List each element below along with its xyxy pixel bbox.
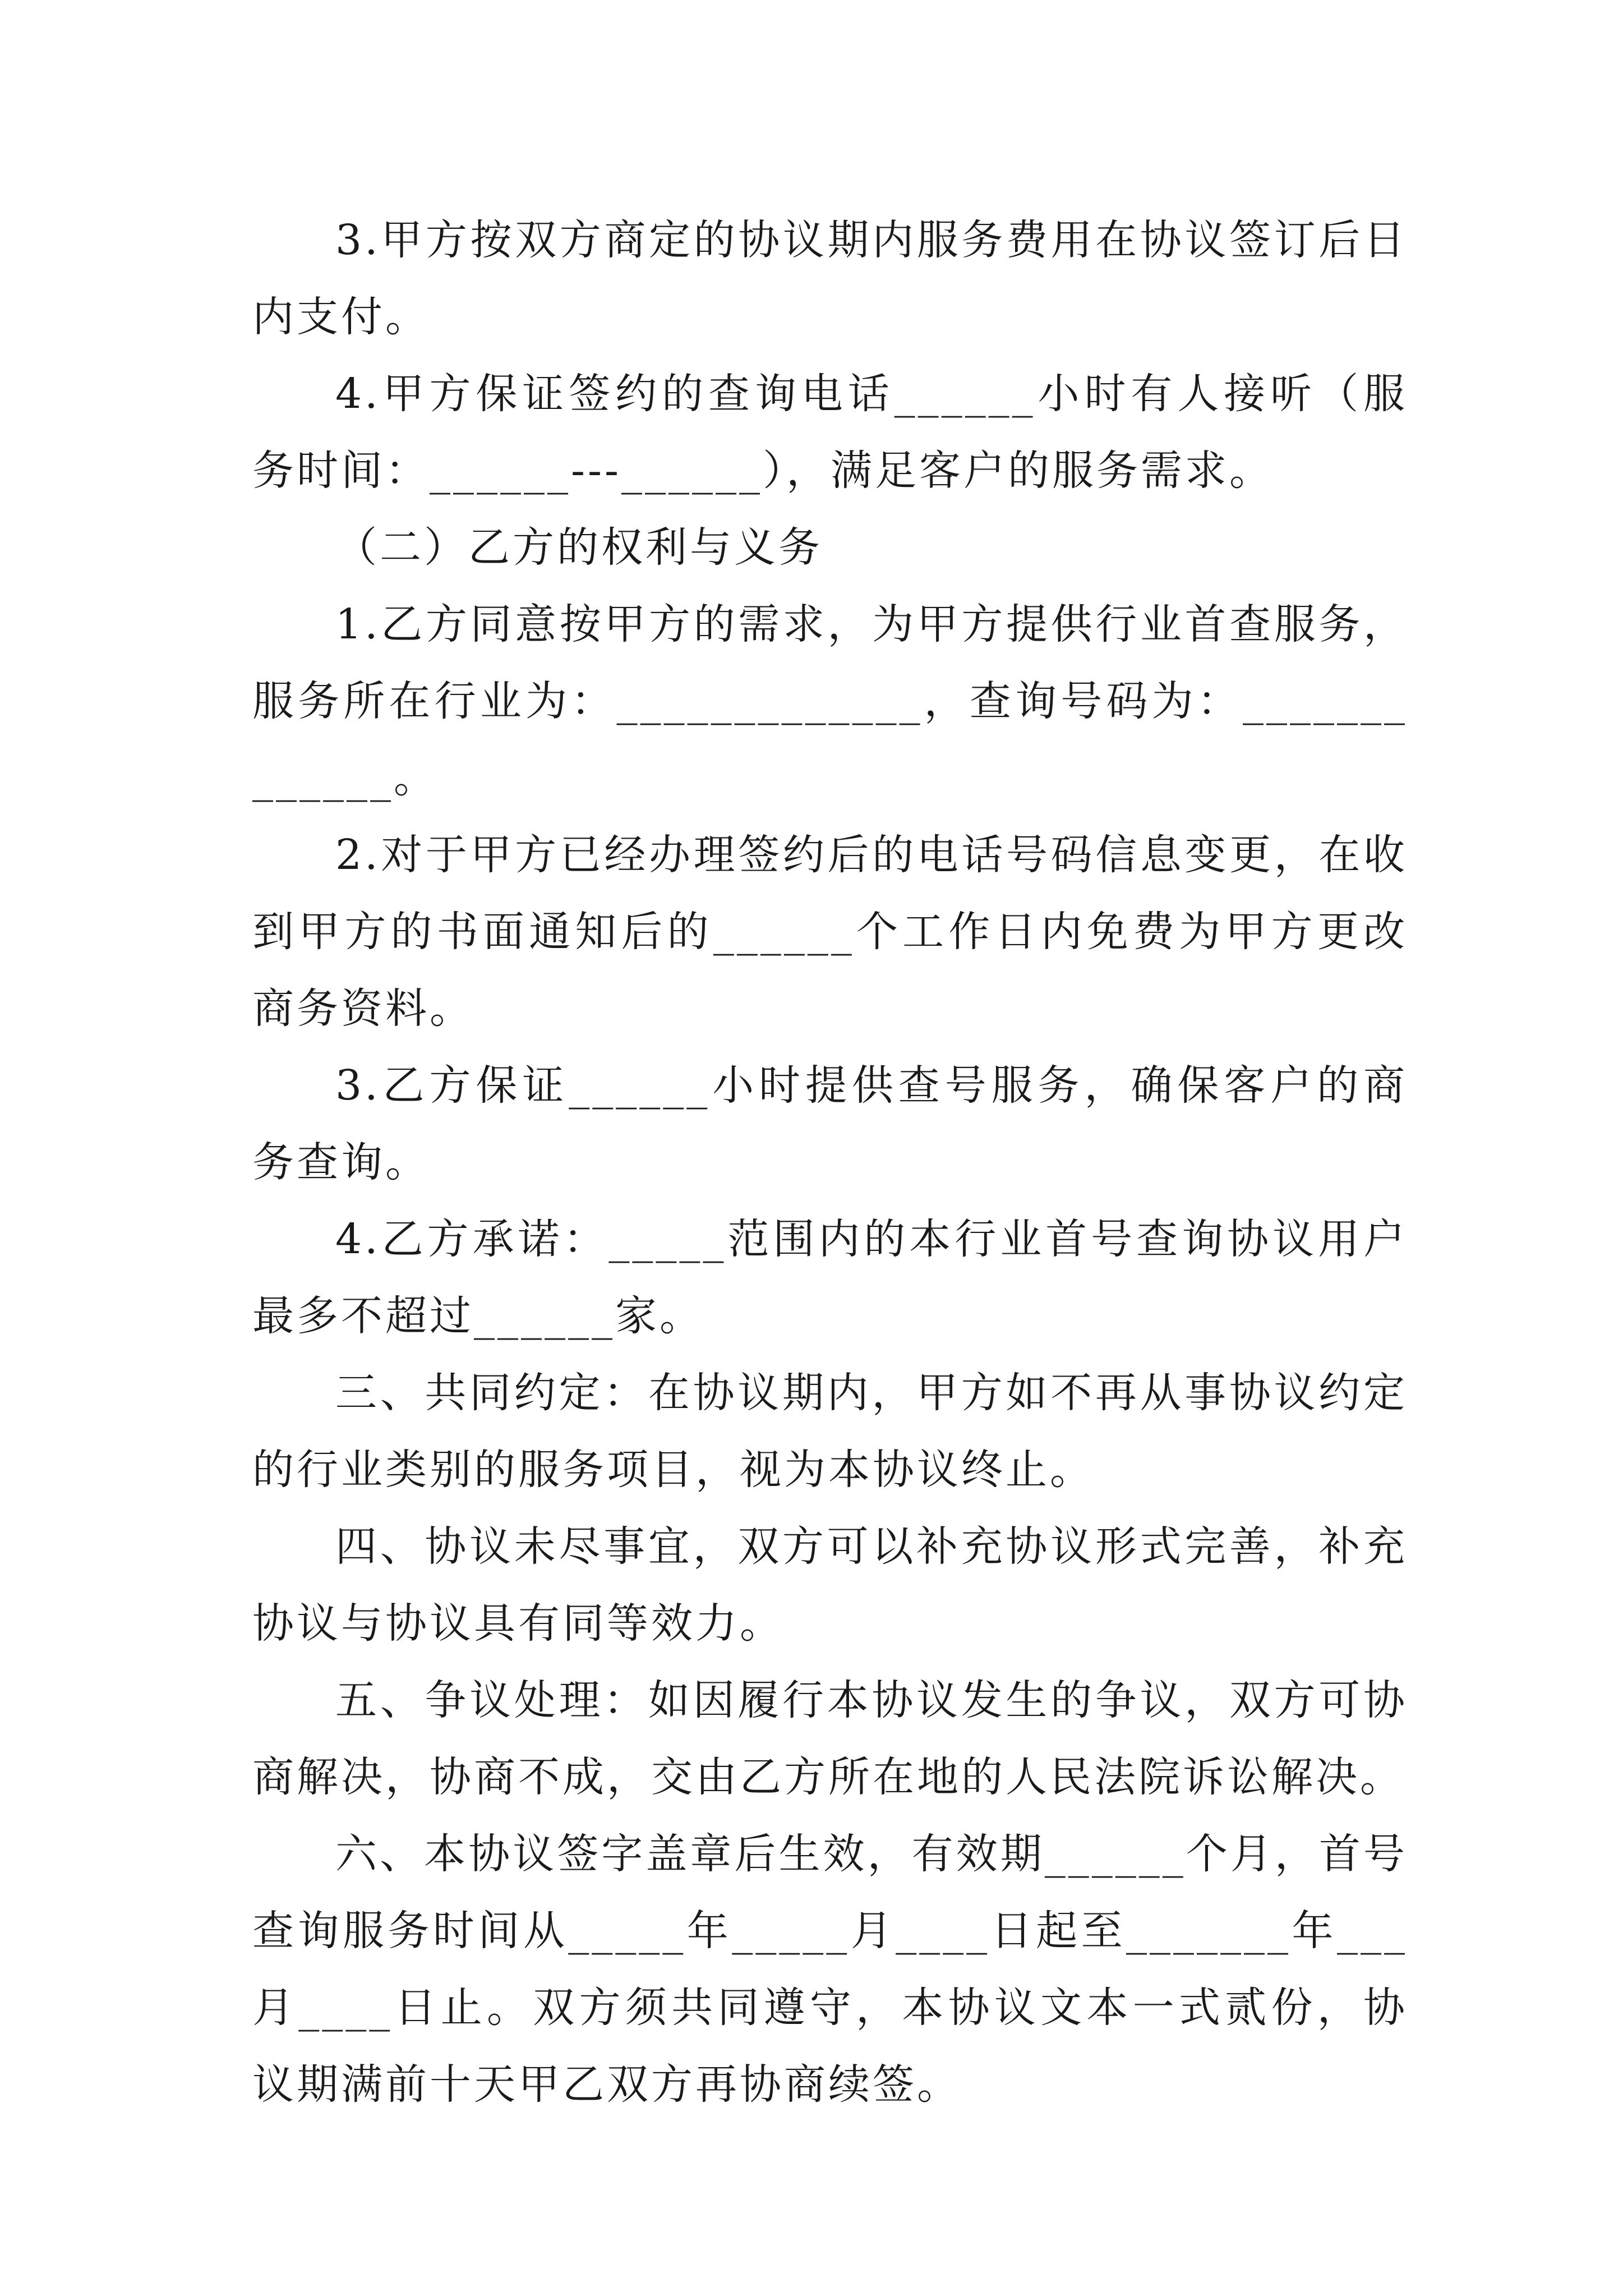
clause-party-b-3: 3.乙方保证______小时提供查号服务，确保客户的商务查询。 bbox=[252, 1061, 1408, 1186]
clause-supplementary: 四、协议未尽事宜，双方可以补充协议形式完善，补充协议与协议具有同等效力。 bbox=[252, 1522, 1408, 1648]
clause-party-b-4: 4.乙方承诺：_____范围内的本行业首号查询协议用户最多不超过______家。 bbox=[252, 1215, 1408, 1340]
section-heading-party-b: （二）乙方的权利与义务 bbox=[335, 523, 823, 572]
clause-joint-agreement: 三、共同约定：在协议期内，甲方如不再从事协议约定的行业类别的服务项目，视为本协议终止。 bbox=[252, 1369, 1408, 1494]
clause-party-b-2: 2.对于甲方已经办理签约后的电话号码信息变更，在收到甲方的书面通知后的______个工作日内免费为甲方更改商务资料。 bbox=[252, 831, 1408, 1033]
clause-party-a-4: 4.甲方保证签约的查询电话______小时有人接听（服务时间：______---______），满足客户的服务需求。 bbox=[252, 370, 1408, 495]
clause-party-b-1: 1.乙方同意按甲方的需求，为甲方提供行业首查服务，服务所在行业为：_____________，查询号码为：_____________。 bbox=[252, 600, 1408, 802]
document-body bbox=[252, 202, 1408, 2123]
clause-effective-term: 六、本协议签字盖章后生效，有效期______个月，首号查询服务时间从_____年_____月____日起至_______年___月____日止。双方须共同遵守，本协议文本一式贰份，协议期满前十天甲乙双方再协商续签。 bbox=[252, 1830, 1408, 2109]
clause-dispute: 五、争议处理：如因履行本协议发生的争议，双方可协商解决，协商不成，交由乙方所在地的人民法院诉讼解决。 bbox=[252, 1676, 1408, 1801]
clause-party-a-3: 3.甲方按双方商定的协议期内服务费用在协议签订后日内支付。 bbox=[252, 216, 1408, 341]
